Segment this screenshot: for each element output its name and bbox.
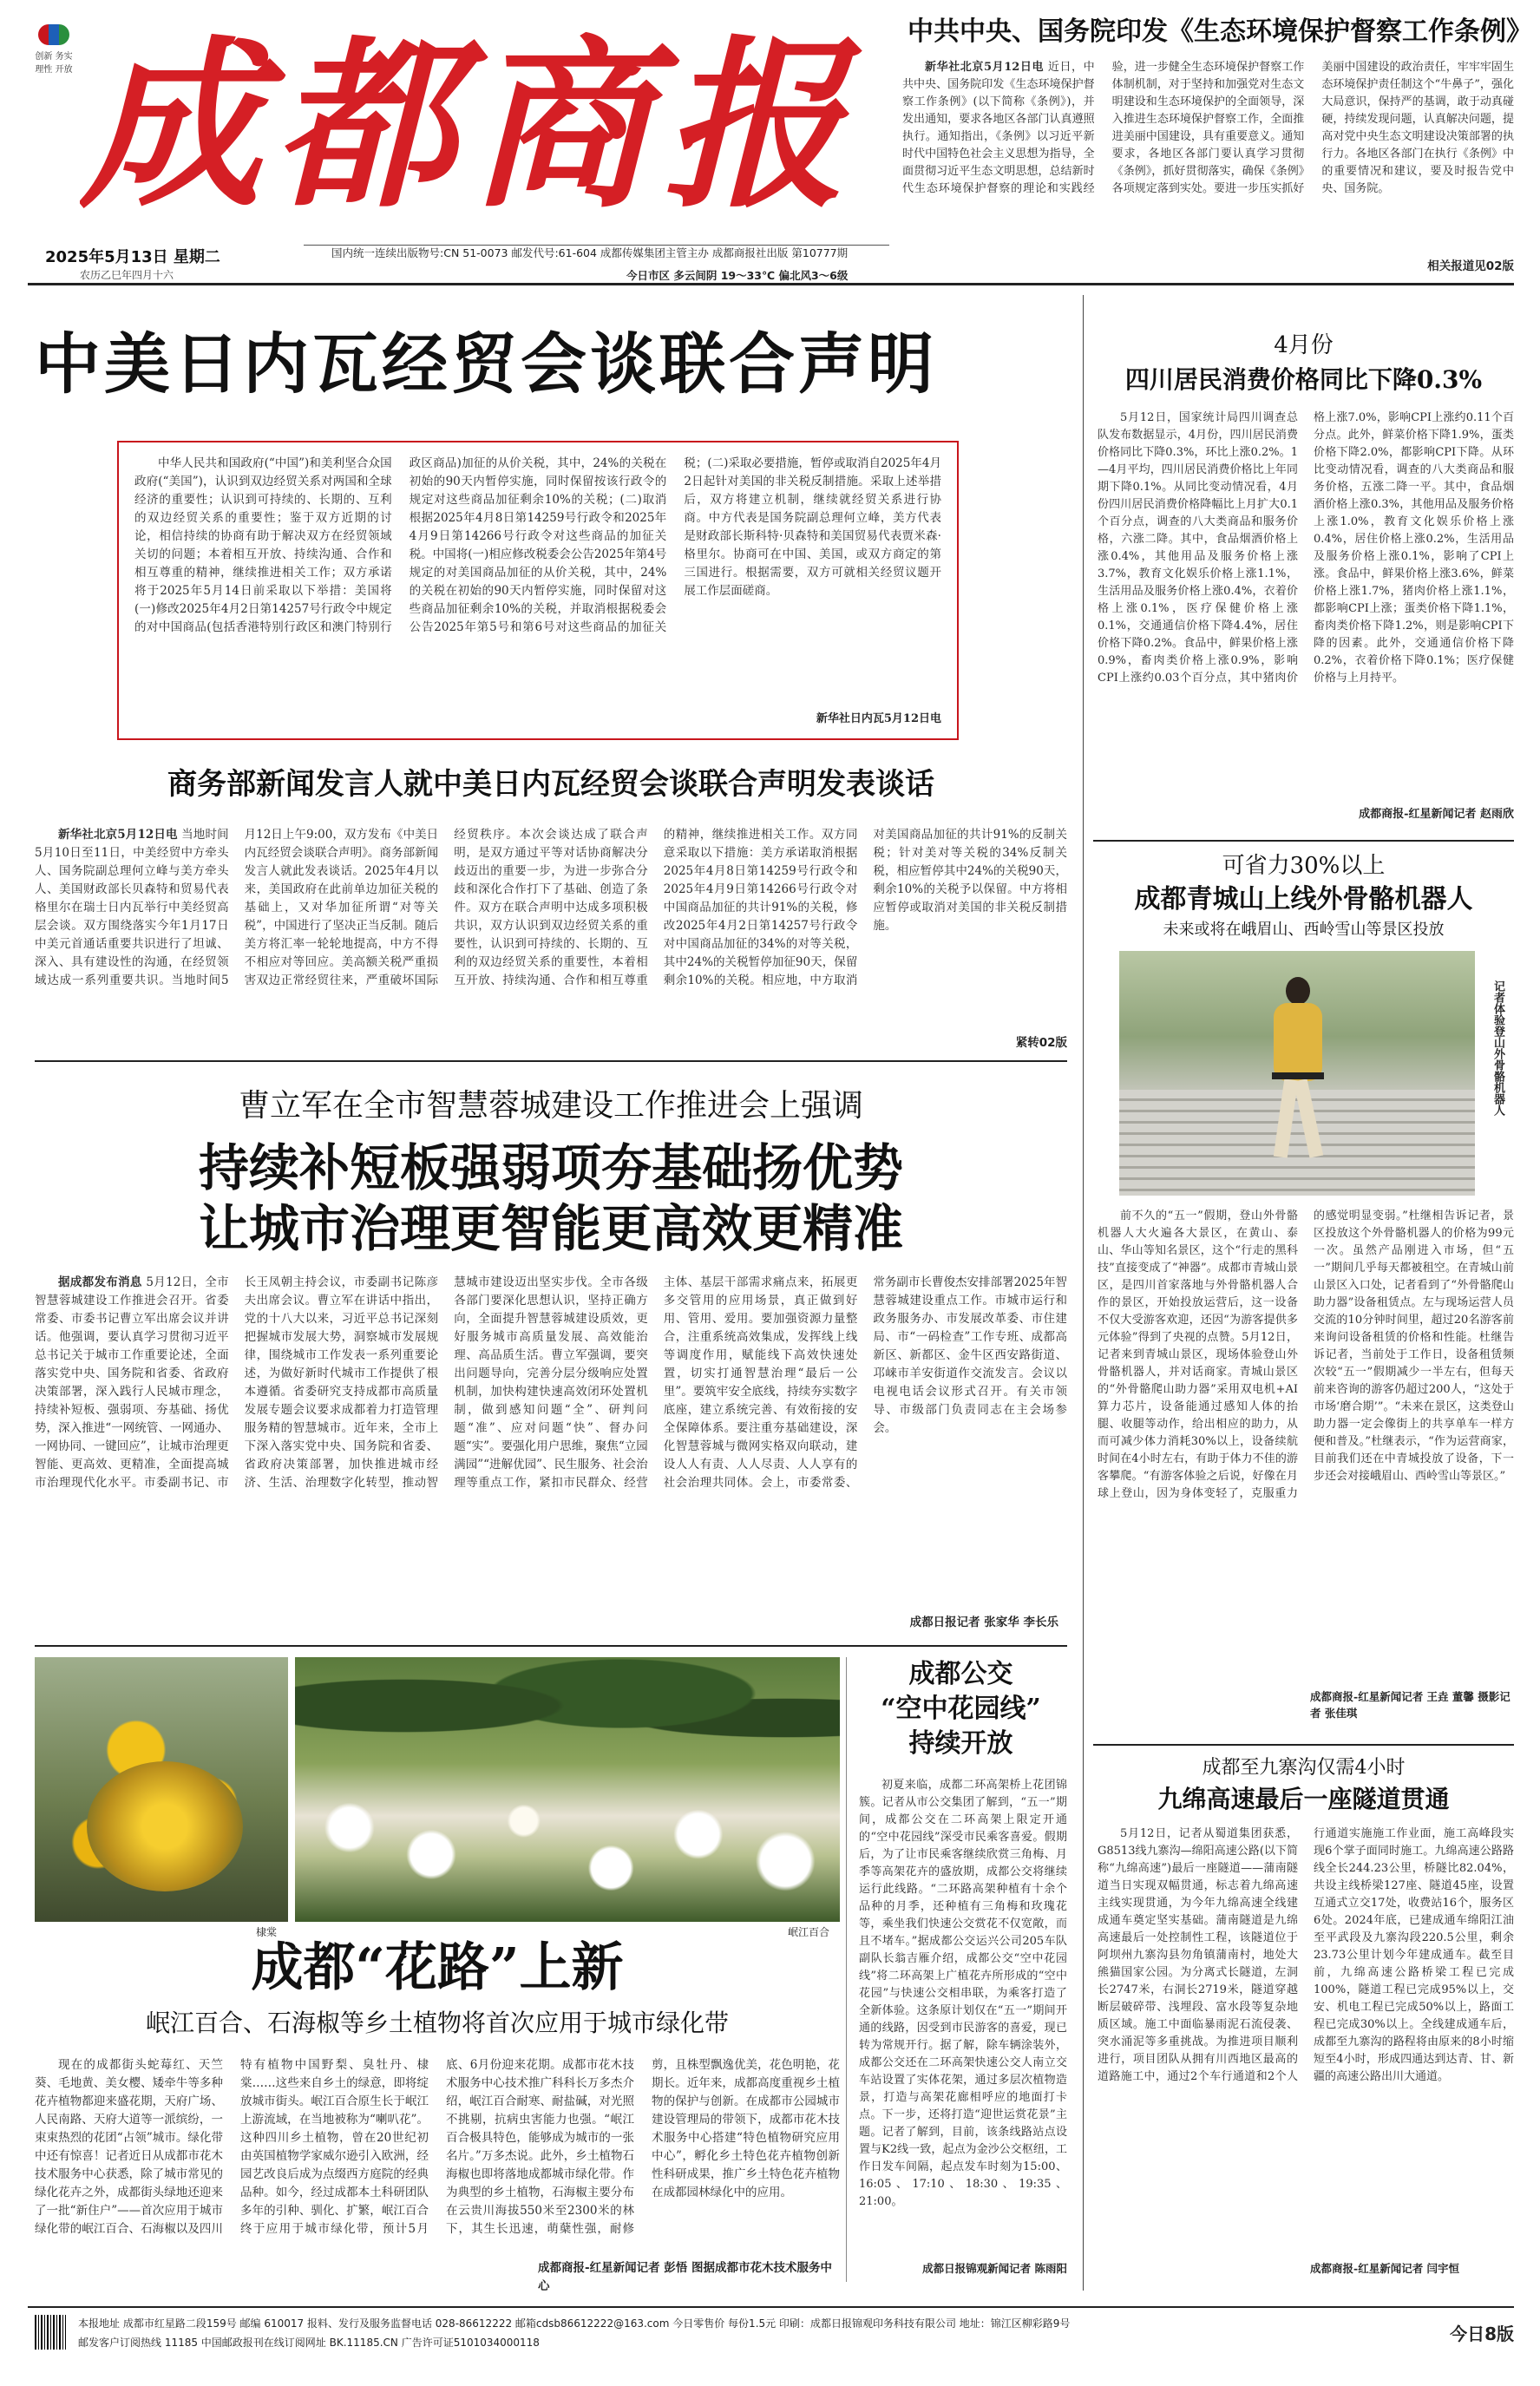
exo-photo-caption: 记者体验登山外骨骼机器人 bbox=[1491, 980, 1504, 1116]
flowers-title: 成都“花路”上新 bbox=[251, 1937, 624, 1998]
bus-title-3: 持续开放 bbox=[908, 1728, 1013, 1759]
photo-exoskeleton bbox=[1119, 951, 1475, 1196]
kerria-bush bbox=[87, 1761, 243, 1891]
top-story-body bbox=[902, 59, 1514, 254]
statement-box bbox=[117, 441, 959, 740]
badge-icon bbox=[38, 24, 69, 45]
mofcom-rule bbox=[35, 1060, 1067, 1062]
top-story-text: 近日，中共中央、国务院印发《生态环境保护督察工作条例》(以下简称《条例》)，并发出通知，要求各地区各部门认真遵照执行。通知指出，《条例》以习近平新时代中国特色社会主义思想为指导，全面贯彻习近平生态文明思想，总结新时代生态环境保护督察的理论和实践经验，进一步健全生态环境保护督察工作体制机制，对于坚持和加强党对生态文明建设和生态环境保护的全面领导，深入推进生态环境保护督察工作，全面推进美丽中国建设，具有重要意义。通知要求，各地区各部门要认真学习贯彻《条例》，抓好贯彻落实，确保《条例》各项规定落到实处。要进一步压实抓好美丽中国建设的政治责任，牢牢牢固生态环境保护责任制这个“牛鼻子”，强化大局意识，保持严的基调，敢于动真碰硬，持续发现问题，认真解决问题，提高对党中央生态文明建设决策部署的执行力。各地区各部门在执行《条例》中的重要情况和建议，要及时报告党中央、国务院。 bbox=[902, 61, 1514, 195]
statement-byline: 新华社日内瓦5月12日电 bbox=[816, 712, 941, 725]
badge bbox=[28, 24, 80, 94]
photo-kerria bbox=[35, 1657, 288, 1922]
mofcom-more: 紧转02版 bbox=[1015, 1036, 1067, 1050]
top-story-lead: 新华社北京5月12日电 bbox=[925, 61, 1045, 74]
footer-line-1: 本报地址 成都市红星路二段159号 邮编 610017 报料、发行及服务监督电话 028-86612222 邮箱cdsb86612222@163.com 今日零售价 每份1.5元 印刷：成都日报锦观印务科技有限公司 地址：锦江区柳彩路9号 bbox=[78, 2317, 1071, 2330]
mofcom-title: 商务部新闻发言人就中美日内瓦经贸会谈联合声明发表谈话 bbox=[167, 767, 934, 802]
headline-title: 中美日内瓦经贸会谈联合声明 bbox=[35, 325, 937, 403]
tunnel-byline: 成都商报-红星新闻记者 闫宇恒 bbox=[1310, 2262, 1460, 2275]
exo-rule bbox=[1093, 1744, 1514, 1746]
cao-lead: 据成都发布消息 bbox=[58, 1275, 142, 1289]
person-figure bbox=[1267, 977, 1327, 1168]
badge-top: 创新 务实 bbox=[35, 52, 73, 62]
bus-divider bbox=[846, 1657, 847, 2282]
photo-lily bbox=[295, 1657, 840, 1922]
tunnel-kicker: 成都至九寨沟仅需4小时 bbox=[1202, 1757, 1406, 1779]
statement-text bbox=[134, 455, 941, 706]
mofcom-text: 当地时间5月10日至11日，中美经贸中方牵头人、国务院副总理何立峰与美方牵头人、美国财政部长贝森特和贸易代表格里尔在瑞士日内瓦举行中美经贸高层会谈。双方围绕落实今年1月17日中美元首通话重要共识进行了坦诚、深入、具有建设性的沟通，在经贸领域达成一系列重要共识。当地时间5月12日上午9:00，双方发布《中美日内瓦经贸会谈联合声明》。商务部新闻发言人就此发表谈话。2025年4月以来，美国政府在此前单边加征关税的基础上，又对华加征所谓“对等关税”，中国进行了坚决正当反制。随后美方将汇率一轮轮地提高，中方不得不相应对等回应。美高额关税严重损害双边正常经贸往来，严重破坏国际经贸秩序。本次会谈达成了联合声明，是双方通过平等对话协商解决分歧迈出的重要一步，为进一步弥合分歧和深化合作打下了基础、创造了条件。双方在联合声明中达成多项积极共识，双方认识到双边经贸关系的重要性，认识到可持续的、长期的、互利的双边经贸关系的重要性，本着相互开放、持续沟通、合作和相互尊重的精神，继续推进相关工作。双方同意采取以下措施：美方承诺取消根据2025年4月8日第14259号行政令和2025年4月9日第14266号行政令对中国商品加征的共计91%的关税，修改2025年4月2日第14257号行政令对中国商品加征的34%的对等关税，其中24%的关税暂停加征90天，保留剩余10%的关税。相应地，中方取消对美国商品加征的共计91%的反制关税；针对美对等关税的34%反制关税，相应暂停其中24%的关税90天，剩余10%的关税予以保留。中方将相应暂停或取消对美国的非关税反制措施。 bbox=[35, 828, 1067, 987]
cpi-title: 四川居民消费价格同比下降0.3% bbox=[1124, 365, 1483, 394]
cao-body bbox=[35, 1274, 1067, 1608]
bus-title-1: 成都公交 bbox=[908, 1659, 1013, 1689]
cao-text: 5月12日，全市智慧蓉城建设工作推进会召开。省委常委、市委书记曹立军出席会议并讲话。他强调，要认真学习贯彻习近平总书记关于城市工作重要论述，全面落实党中央、国务院和省委、省政府决策部署，深入践行人民城市理念，持续补短板、强弱项、夯基础、扬优势，深入推进“一网统管、一网通办、一网协同、一键回应”，让城市治理更智能、更高效、更精准，全面提高城市治理现代化水平。市委副书记、市长王凤朝主持会议，市委副书记陈彦夫出席会议。曹立军在讲话中指出，党的十八大以来，习近平总书记深刻把握城市发展大势，洞察城市发展规律，围绕城市工作发表一系列重要论述，为做好新时代城市工作提供了根本遵循。省委研究支持成都市高质量发展专题会议要求成都着力打造管理服务精的智慧城市。近年来，全市上下深入落实党中央、国务院和省委、省政府决策部署，加快推进城市经济、生活、治理数字化转型，推动智慧城市建设迈出坚实步伐。全市各级各部门要深化思想认识，坚持正确方向，全面提升智慧蓉城建设质效，更好服务城市高质量发展、高效能治理、高品质生活。曹立军强调，要突出问题导向，完善分层分级响应处置机制，加快构建快速高效闭环处置机制，做到感知问题“全”、研判问题“准”、应对问题“快”、督办问题“实”。要强化用户思维，聚焦“立园满园”“进解优园”、民生服务、社会治理等重点工作，紧扣市民群众、经营主体、基层干部需求痛点来，拓展更多交管用的应用场景，真正做到好用、管用、爱用。要加强资源力量整合，注重系统高效集成，发挥线上线等调度作用，赋能线下高效快速处置，切实打通智慧治理“最后一公里”。要筑牢安全底线，持续夯实数字底座，建立系统完善、有效衔接的安全保障体系。要注重夯基础建设，深化智慧蓉城与微网实格双向联动，建设人人有责、人人尽责、人人享有的社会治理共同体。会上，市委常委、常务副市长曹俊杰安排部署2025年智慧蓉城建设重点工作。市城市运行和政务服务办、市发展改革委、市住建局、市“一码检查”工作专班、成都高新区、新都区、金牛区西安路街道、邛崃市羊安街道作交流发言。会议以电视电话会议形式召开。有关市领导、市级部门负责同志在主会场参会。 bbox=[35, 1275, 1067, 1490]
caption-lily: 岷江百合 bbox=[788, 1926, 830, 1938]
weather: 今日市区 多云间阴 19～33℃ 偏北风3～6级 bbox=[626, 269, 849, 282]
exo-subtitle: 未来或将在峨眉山、西岭雪山等景区投放 bbox=[1163, 921, 1445, 939]
masthead bbox=[28, 17, 900, 282]
cpi-byline: 成都商报-红星新闻记者 赵雨欣 bbox=[1359, 808, 1514, 821]
cao-rule bbox=[35, 1645, 1067, 1647]
lily-flowers bbox=[295, 1787, 840, 1922]
footer-rule bbox=[28, 2306, 1514, 2308]
exo-byline: 成都商报-红星新闻记者 王垚 董馨 摄影记者 张佳琪 bbox=[1310, 1690, 1511, 1720]
mofcom-lead: 新华社北京5月12日电 bbox=[58, 828, 178, 842]
lily-trees bbox=[295, 1657, 840, 1779]
right-column-divider bbox=[1083, 295, 1084, 2291]
cao-title-2: 让城市治理更智能更高效更精准 bbox=[198, 1199, 903, 1258]
flowers-subtitle: 岷江百合、石海椒等乡土植物将首次应用于城市绿化带 bbox=[145, 2009, 729, 2037]
cpi-text: 5月12日，国家统计局四川调查总队发布数据显示，4月份，四川居民消费价格同比下降0.3%，环比上涨0.2%。1—4月平均，四川居民消费价格比上年同期下降0.1%。从同比变动情况看，4月份四川居民消费价格降幅比上月扩大0.1个百分点，调查的八大类商品和服务价格，六涨二降。其中，食品烟酒价格上涨0.4%，其他用品及服务价格上涨3.7%，教育文化娱乐价格上涨1.1%，生活用品及服务价格上涨0.4%，衣着价格上涨0.1%，医疗保健价格上涨0.1%，交通通信价格下降4.4%，居住价格下降0.2%。食品中，鲜果价格上涨0.9%，畜肉类价格上涨0.9%，影响CPI上涨约0.03个百分点，其中猪肉价格上涨7.0%，影响CPI上涨约0.11个百分点。此外，鲜菜价格下降1.9%，蛋类价格下降2.0%，都影响CPI下降。从环比变动情况看，调查的八大类商品和服务价格，五涨二降一平。其中，食品烟酒价格上涨0.3%，其他用品及服务价格上涨1.0%，教育文化娱乐价格上涨0.4%，居住价格上涨0.2%，生活用品及服务价格上涨0.1%，影响了CPI上涨。食品中，鲜果价格上涨3.6%，鲜菜价格上涨1.7%，猪肉价格上涨1.1%，都影响CPI上涨；蛋类价格下降1.1%，畜肉类价格下降1.2%，则是影响CPI下降的因素。此外，交通通信价格下降0.2%，衣着价格下降0.1%；医疗保健价格与上月持平。 bbox=[1098, 411, 1514, 685]
bus-title-2: “空中花园线” bbox=[881, 1694, 1041, 1724]
cpi-body bbox=[1098, 410, 1514, 802]
tunnel-text: 5月12日，记者从蜀道集团获悉，G8513线九寨沟—绵阳高速公路(以下简称“九绵高速”)最后一座隧道——蒲南隧道当日实现双幅贯通，标志着九绵高速主线实现贯通，为今年九绵高速全线建成通车奠定坚实基础。蒲南隧道是九绵高速最后一处控制性工程，该隧道位于阿坝州九寨沟县勿角镇蒲南村，地处大熊猫国家公园。为分离式长隧道，左洞长2747米，右洞长2719米，隧道穿越断层破碎带、浅埋段、富水段等复杂地质区域。施工中面临暴雨泥石流侵袭、突水涌泥等多重挑战。为推进项目顺利进行，项目团队从拥有川西地区最高的道路施工中，通过2个车行通道和2个人行通道实施施工作业面，施工高峰段实现6个掌子面同时施工。九绵高速公路路线全长244.23公里，桥隧比82.04%，共设主线桥梁127座、隧道45座，设置互通式立交17处，收费站16个，服务区6处。2024年底，已建成通车绵阳江油至平武段及九寨沟段220.5公里，剩余23.73公里计划今年建成通车。截至目前，九绵高速公路桥梁工程已完成100%，隧道工程已完成95%以上，交安、机电工程已完成50%以上，路面工程已完成30%以上。全线建成通车后，成都至九寨沟的路程将由原来的8小时缩短至4小时，形成四通达到达青、甘、新疆的高速公路出川大通道。 bbox=[1098, 1827, 1514, 2083]
cpi-rule bbox=[1093, 840, 1514, 842]
caption-kerria: 棣棠 bbox=[256, 1926, 278, 1938]
mofcom-body bbox=[35, 826, 1067, 1034]
publication-info: 国内统一连续出版物号:CN 51-0073 邮发代号:61-604 成都传媒集团主管主办 成都商报社出版 第10777期 bbox=[331, 246, 849, 259]
masthead-rule bbox=[304, 245, 889, 246]
exo-text: 前不久的“五一”假期，登山外骨骼机器人大火遍各大景区，在黄山、泰山、华山等知名景区，这个“行走的黑科技”直接变成了“神器”。成都市青城山景区，是四川首家落地与外骨骼机器人合作的景区，开始投放运营后，这一设备不仅大受游客欢迎，还因“为游客提供多元体验”得到了央视的点赞。5月12日，记者来到青城山景区，现场体验登山外骨骼机器人，并对话商家。青城山景区的“外骨骼爬山助力器”采用双电机+AI算力芯片，设备能通过感知人体的抬腿、收腿等动作，给出相应的助力，从而可减少体力消耗30%以上，设备续航时间在4小时左右，有助于体力不佳的游客攀爬。“有游客体验之后说，好像在月球上登山，因为身体变轻了，克服重力的感觉明显变弱。”杜继相告诉记者，景区投放这个外骨骼机器人的价格为99元一次。虽然产品刚进入市场，但“五一”期间几乎每天都被租空。在青城山前山景区入口处，记者看到了“外骨骼爬山助力器”设备租赁点。左与现场运营人员交流的10分钟时间里，超过20名游客前来询问设备租赁的价格和性能。杜继告诉记者，当前处于工作日，设备租赁频次较“五一”假期减少一半左右，但每天前来咨询的游客仍超过200人，“这处于市场‘磨合期’”。“未来在景区，这类登山助力器一定会像街上的共享单车一样方便和普及。”杜继表示，“作为运营商家，目前我们还在中青城投放了设备，下一步还会对接峨眉山、西岭雪山等景区。” bbox=[1098, 1209, 1514, 1500]
flowers-body bbox=[35, 2056, 840, 2256]
tunnel-body bbox=[1098, 1826, 1514, 2259]
cpi-kicker: 4月份 bbox=[1274, 332, 1334, 358]
exo-kicker: 可省力30%以上 bbox=[1222, 853, 1386, 879]
cao-title-1: 持续补短板强弱项夯基础扬优势 bbox=[198, 1138, 903, 1197]
statement-body: 中华人民共和国政府(“中国”)和美利坚合众国政府(“美国”)，认识到双边经贸关系对两国和全球经济的重要性；认识到可持续的、长期的、互利的双边经贸关系的重要性；鉴于双方近期的讨论，相信持续的协商有助于解决双方在经贸领域关切的问题；本着相互开放、持续沟通、合作和相互尊重的精神，继续推进相关工作；双方承诺将于2025年5月14日前采取以下举措：美国将(一)修改2025年4月2日第14257号行政令中规定的对中国商品(包括香港特别行政区和澳门特别行政区商品)加征的从价关税，其中，24%的关税在初始的90天内暂停实施，同时保留按该行政令的规定对这些商品加征剩余10%的关税；(二)取消根据2025年4月8日第14259号行政令和2025年4月9日第14266号行政令对这些商品的加征关税。中国将(一)相应修改税委会公告2025年第4号规定的对美国商品加征的从价关税，其中，24%的关税在初始的90天内暂停实施，同时保留对这些商品加征剩余10%的关税，并取消根据税委会公告2025年第5号和第6号对这些商品的加征关税；(二)采取必要措施，暂停或取消自2025年4月2日起针对美国的非关税反制措施。采取上述举措后，双方将建立机制，继续就经贸关系进行协商。中方代表是国务院副总理何立峰，美方代表是财政部长斯科特·贝森特和美国贸易代表贾米森·格里尔。协商可在中国、美国，或双方商定的第三国进行。根据需要，双方可就相关经贸议题开展工作层面磋商。 bbox=[134, 456, 941, 634]
bus-byline: 成都日报锦观新闻记者 陈雨阳 bbox=[922, 2262, 1067, 2275]
issue-date: 2025年5月13日 星期二 bbox=[45, 248, 220, 266]
footer-pages: 今日8版 bbox=[1450, 2324, 1514, 2344]
lunar-date: 农历乙巳年四月十六 bbox=[80, 269, 174, 281]
top-rule bbox=[28, 283, 1514, 285]
flowers-text: 现在的成都街头蛇莓红、天竺葵、毛地黄、美女樱、矮牵牛等多种花卉植物都迎来盛花期，天府广场、人民南路、天府大道等一派缤纷，一束束热烈的花团“占领”城市。绿化带中还有惊喜！记者近日从成都市花木技术服务中心获悉，除了城市常见的绿化花卉之外，成都街头绿地还迎来了一批“新住户”——首次应用于城市绿化带的岷江百合、石海椒以及四川特有植物中国野梨、臭牡丹、棣棠……这些来自乡土的绿意，即将绽放城市街头。岷江百合原生长于岷江上游流域，在当地被称为“喇叭花”。这种四川乡土植物，曾在20世纪初由英国植物学家威尔逊引入欧洲，经园艺改良后成为点缀西方庭院的经典品种。如今，经过成都本土科研团队多年的引种、驯化、扩繁，岷江百合终于应用于城市绿化带，预计5月底、6月份迎来花期。成都市花木技术服务中心技术推广科科长万多杰介绍，岷江百合耐寒、耐盐碱，对光照不挑剔，抗病虫害能力也强。“岷江百合极具特色，能够成为城市的一张名片。”万多杰说。此外，乡土植物石海椒也即将落地成都城市绿化带。作为典型的乡土植物，石海椒主要分布在云贵川海拔550米至2300米的林下，其生长迅速，萌蘖性强，耐修剪，且株型飘逸优美，花色明艳，花期长。近年来，成都高度重视乡土植物的保护与创新。在成都市公园城市建设管理局的带领下，成都市花木技术服务中心搭建“特色植物研究应用中心”，孵化乡土特色花卉植物创新性科研成果，推广乡土特色花卉植物在成都园林绿化中的应用。 bbox=[35, 2058, 840, 2236]
bus-text: 初夏来临，成都二环高架桥上花团锦簇。记者从市公交集团了解到，“五一”期间，成都公交在二环高架上限定开通的“空中花园线”深受市民乘客喜爱。假期后，为了让市民乘客继续欣赏三角梅、月季等高架花卉的盛放期，成都公交将继续运行此线路。“二环路高架种植有十余个品种的月季，还种植有三角梅和玫瑰花等，乘坐我们快速公交赏花不仅宽敞，而且不堵车。”据成都公交运兴公司205车队副队长翁吉雁介绍，成都公交“空中花园线”将二环高架上广植花卉所形成的“空中花园”与快速公交相串联，为乘客打造了全新体验。这条原计划仅在“五一”期间开通的线路，因受到市民游客的喜爱，现已转为常规开行。据了解，除车辆涂装外，成都公交还在二环高架快速公交人南立交车站设置了实体花架，通过多层次植物造景，打造与高架花廊相呼应的地面打卡点。下一步，还将打造“迎世运赏花景”主题。记者了解到，目前，该条线路站点设置与K2线一致，起点为金沙公交枢纽，工作日发车间隔，起点发车时刻为15:00、16:05、17:10、18:30、19:35、21:00。 bbox=[859, 1779, 1067, 2208]
top-story-more: 相关报道见02版 bbox=[1427, 259, 1514, 273]
bus-body bbox=[859, 1777, 1067, 2254]
top-story bbox=[902, 14, 1532, 276]
flowers-byline: 成都商报-红星新闻记者 彭悟 图据成都市花木技术服务中心 bbox=[538, 2261, 833, 2293]
footer-barcode bbox=[35, 2315, 66, 2350]
newspaper-logo: 成都商报 bbox=[80, 18, 858, 233]
exo-title: 成都青城山上线外骨骼机器人 bbox=[1134, 884, 1473, 914]
cao-kicker: 曹立军在全市智慧蓉城建设工作推进会上强调 bbox=[238, 1088, 863, 1124]
top-story-title: 中共中央、国务院印发《生态环境保护督察工作条例》 bbox=[908, 16, 1532, 47]
cao-byline: 成都日报记者 张家华 李长乐 bbox=[909, 1616, 1058, 1629]
footer-line-2: 邮发客户订阅热线 11185 中国邮政报刊在线订阅网址 BK.11185.CN 广告许可证5101034000118 bbox=[78, 2337, 540, 2349]
badge-bottom: 理性 开放 bbox=[35, 65, 73, 75]
exo-body bbox=[1098, 1208, 1514, 1683]
tunnel-title: 九绵高速最后一座隧道贯通 bbox=[1157, 1785, 1450, 1813]
